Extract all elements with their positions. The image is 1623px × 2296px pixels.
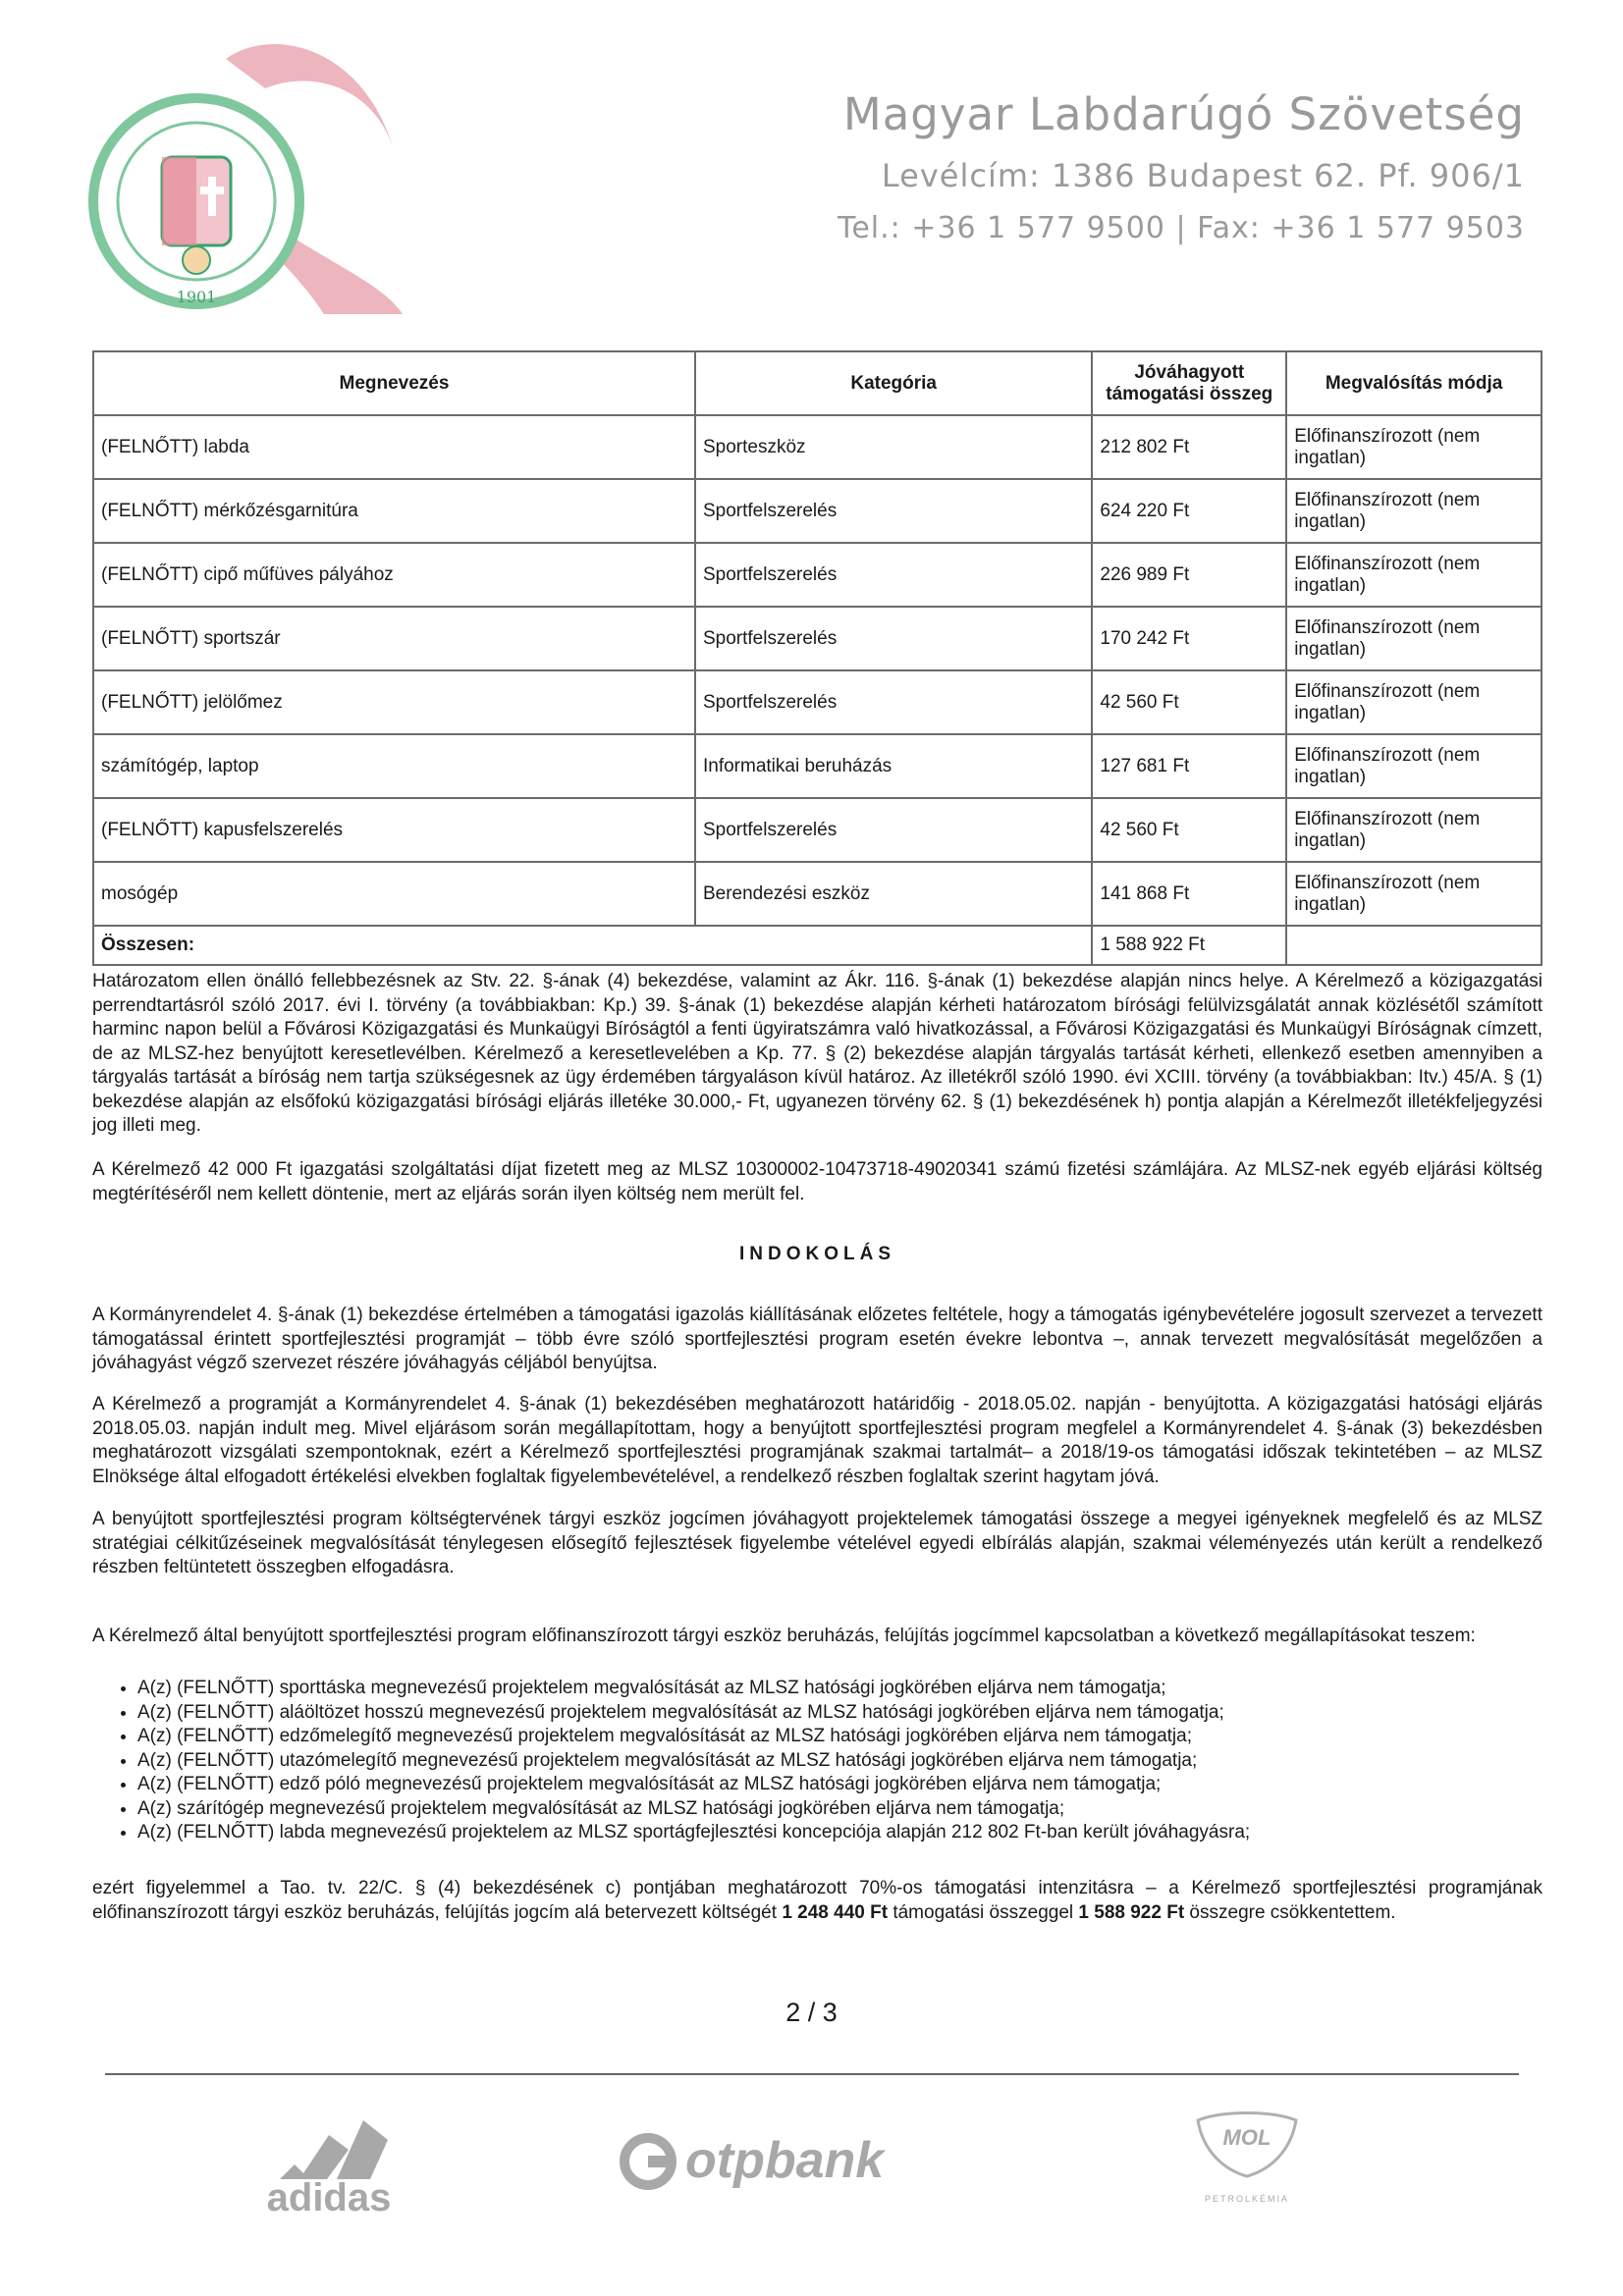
- item-name: (FELNŐTT) cipő műfüves pályához: [93, 543, 695, 607]
- organization-name: Magyar Labdarúgó Szövetség: [842, 88, 1525, 140]
- total-label: Összesen:: [93, 926, 1092, 965]
- item-amount: 127 681 Ft: [1092, 734, 1286, 798]
- item-mode: Előfinanszírozott (nem ingatlan): [1286, 670, 1542, 734]
- justification-paragraph-1: A Kormányrendelet 4. §-ának (1) bekezdése értelmében a támogatási igazolás kiállításának előzetes feltétele, hogy a támogatás igénybevételére jogosult szervezet a tervezett támogatással érintett sportfejlesztési programját – több évre szóló sportfejlesztési program esetén évekre lebontva –, annak tervezett megvalósítását megelőzően a jóváhagyást végző szervezet részére jóváhagyás céljából benyújtsa.: [92, 1305, 1542, 1373]
- item-mode: Előfinanszírozott (nem ingatlan): [1286, 607, 1542, 670]
- column-header-mode: Megvalósítás módja: [1286, 351, 1542, 415]
- item-category: Sportfelszerelés: [695, 607, 1092, 670]
- item-amount: 170 242 Ft: [1092, 607, 1286, 670]
- list-item: • A(z) (FELNŐTT) utazómelegítő megnevezésű projektelem megvalósítását az MLSZ hatósági jogkörében eljárva nem támogatja;: [137, 1749, 1588, 1774]
- item-amount: 212 802 Ft: [1092, 415, 1286, 479]
- justification-paragraph-2: A Kérelmező a programját a Kormányrendelet 4. §-ának (1) bekezdésében meghatározott határidőig - 2018.05.02. napján - benyújtotta. A közigazgatási hatósági eljárás 2018.05.03. napján indult meg. Mivel eljárásom során megállapítottam, hogy a benyújtott sportfejlesztési program megfelel a Kormányrendelet 4. §-ának (3) bekezdésben meghatározott vizsgálati szempontoknak, ezért a Kérelmező sportfejlesztési programjának szakmai tartalmát– a 2018/19-os támogatási időszak tekintetében – az MLSZ Elnöksége által elfogadott értékelési elvekben foglaltak figyelembevételével, a rendelkező részben foglaltak szerint hagytam jóvá.: [92, 1394, 1542, 1487]
- organization-phone-fax: Tel.: +36 1 577 9500 | Fax: +36 1 577 9503: [838, 211, 1525, 245]
- item-category: Sporteszköz: [695, 415, 1092, 479]
- item-mode: Előfinanszírozott (nem ingatlan): [1286, 862, 1542, 926]
- page-number: 2 / 3: [785, 1998, 838, 2027]
- mol-logo: [1183, 2106, 1311, 2209]
- item-category: Berendezési eszköz: [695, 862, 1092, 926]
- item-name: (FELNŐTT) sportszár: [93, 607, 695, 670]
- original-cost: 1 248 440 Ft: [782, 1901, 889, 1923]
- list-item: • A(z) (FELNŐTT) sporttáska megnevezésű projektelem megvalósítását az MLSZ hatósági jogkörében eljárva nem támogatja;: [137, 1677, 1588, 1701]
- list-item: • A(z) (FELNŐTT) labda megnevezésű projektelem az MLSZ sportágfejlesztési koncepciója alapján 212 802 Ft-ban került jóváhagyásra;: [137, 1821, 1588, 1845]
- item-category: Informatikai beruházás: [695, 734, 1092, 798]
- item-name: mosógép: [93, 862, 695, 926]
- table-row: [93, 415, 1542, 479]
- conclusion-text-e: összegre csökkentettem.: [1184, 1901, 1396, 1923]
- conclusion-text-a: ezért figyelemmel a Tao. tv. 22/C. § (4) bekezdésének c) pontjában meghatározott 70%-os támogatási intenzitásra – a Kérelmező sportfejlesztési programjának előfinanszírozott tárgyi eszköz beruházás, felújítás jogcím alá betervezett költségét: [92, 1878, 1542, 1923]
- item-mode: Előfinanszírozott (nem ingatlan): [1286, 734, 1542, 798]
- mol-wordmark: MOL: [1222, 2125, 1271, 2150]
- column-header-category: Kategória: [695, 351, 1092, 415]
- column-header-name: Megnevezés: [93, 351, 695, 415]
- item-name: (FELNŐTT) jelölőmez: [93, 670, 695, 734]
- findings-list: [92, 1677, 1588, 1845]
- item-amount: 141 868 Ft: [1092, 862, 1286, 926]
- conclusion-text-c: támogatási összeggel: [888, 1901, 1079, 1923]
- footer-divider: [105, 2073, 1519, 2075]
- table-header-row: [93, 351, 1542, 415]
- conclusion-paragraph: [92, 1877, 1542, 1925]
- list-item: • A(z) szárítógép megnevezésű projektelem megvalósítását az MLSZ hatósági jogkörében eljárva nem támogatja;: [137, 1797, 1588, 1822]
- item-amount: 42 560 Ft: [1092, 670, 1286, 734]
- otpbank-wordmark: otpbank: [685, 2132, 885, 2189]
- list-item: • A(z) (FELNŐTT) edzőmelegítő megnevezésű projektelem megvalósítását az MLSZ hatósági jogkörében eljárva nem támogatja;: [137, 1725, 1588, 1749]
- organization-address: Levélcím: 1386 Budapest 62. Pf. 906/1: [881, 157, 1525, 194]
- fee-paragraph: A Kérelmező 42 000 Ft igazgatási szolgáltatási díjat fizetett meg az MLSZ 10300002-10473718-49020341 számú fizetési számlájára. Az MLSZ-nek egyéb eljárási költség megtérítéséről nem kellett döntenie, mert az eljárás során ilyen költség nem merült fel.: [92, 1159, 1542, 1204]
- list-item: • A(z) (FELNŐTT) aláöltözet hosszú megnevezésű projektelem megvalósítását az MLSZ hatósági jogkörében eljárva nem támogatja;: [137, 1701, 1588, 1726]
- item-name: számítógép, laptop: [93, 734, 695, 798]
- item-name: (FELNŐTT) mérkőzésgarnitúra: [93, 479, 695, 543]
- adidas-wordmark: adidas: [266, 2176, 392, 2218]
- table-row: [93, 798, 1542, 862]
- item-amount: 226 989 Ft: [1092, 543, 1286, 607]
- item-mode: Előfinanszírozott (nem ingatlan): [1286, 798, 1542, 862]
- mol-subtitle: PETROLKÉMIA: [1204, 2194, 1290, 2204]
- mlsz-logo: [79, 29, 403, 314]
- item-name: (FELNŐTT) kapusfelszerelés: [93, 798, 695, 862]
- item-category: Sportfelszerelés: [695, 798, 1092, 862]
- approved-items-table: [92, 350, 1542, 966]
- logo-year: 1901: [176, 288, 217, 306]
- table-row: [93, 734, 1542, 798]
- item-mode: Előfinanszírozott (nem ingatlan): [1286, 415, 1542, 479]
- item-category: Sportfelszerelés: [695, 670, 1092, 734]
- total-amount: 1 588 922 Ft: [1092, 926, 1286, 965]
- item-mode: Előfinanszírozott (nem ingatlan): [1286, 479, 1542, 543]
- total-empty-cell: [1286, 926, 1542, 965]
- list-item: • A(z) (FELNŐTT) edző póló megnevezésű projektelem megvalósítását az MLSZ hatósági jogkörében eljárva nem támogatja;: [137, 1773, 1588, 1797]
- table-row: [93, 670, 1542, 734]
- item-category: Sportfelszerelés: [695, 543, 1092, 607]
- table-row: [93, 543, 1542, 607]
- section-heading: INDOKOLÁS: [739, 1244, 895, 1264]
- column-header-amount: Jóváhagyott támogatási összeg: [1092, 351, 1286, 415]
- table-row: [93, 607, 1542, 670]
- approved-amount: 1 588 922 Ft: [1078, 1901, 1185, 1923]
- adidas-logo: [250, 2110, 407, 2218]
- appeal-paragraph: Határozatom ellen önálló fellebbezésnek az Stv. 22. §-ának (4) bekezdése, valamint az Ákr. 116. §-ának (1) bekezdése alapján nincs helye. A Kérelmező a közigazgatási perrendtartásról szóló 2017. évi I. törvény (a továbbiakban: Kp.) 39. §-ának (1) bekezdése alapján kérheti határozatom bírósági felülvizsgálatát annak közlésétől számított harminc napon belül a Fővárosi Közigazgatási és Munkaügyi Bíróságtól a fenti ügyiratszámra való hivatkozással, a Fővárosi Közigazgatási és Munkaügyi Bíróságnak címzett, de az MLSZ-hez benyújtott keresetlevélben. Kérelmező a keresetlevelében a Kp. 77. § (2) bekezdése alapján tárgyalás tartását kérheti, ellenkező esetben amennyiben a tárgyalás tartását a bíróság nem tartja szükségesnek az ügy érdemében tárgyaláson kívül határoz. Az illetékről szóló 1990. évi XCIII. törvény (a továbbiakban: Itv.) 45/A. § (1) bekezdése alapján az elsőfokú közigazgatási bírósági eljárás illetéke 30.000,- Ft, ugyanezen törvény 62. § (1) bekezdésének h) pontja alapján a Kérelmezőt illetékfeljegyzési jog illeti meg.: [92, 971, 1542, 1136]
- justification-paragraph-3: A benyújtott sportfejlesztési program költségtervének tárgyi eszköz jogcímen jóváhagyott projektelemek támogatási összege a megyei igényeknek megfelelő és az MLSZ stratégiai célkitűzéseinek megvalósítását ténylegesen elősegítő fejlesztések figyelembe vételével egyedi elbírálás alapján, szakmai véleményezés után került a rendelkező részben feltüntetett összegben elfogadásra.: [92, 1509, 1542, 1577]
- table-row: [93, 479, 1542, 543]
- item-amount: 42 560 Ft: [1092, 798, 1286, 862]
- item-mode: Előfinanszírozott (nem ingatlan): [1286, 543, 1542, 607]
- table-row: [93, 862, 1542, 926]
- item-amount: 624 220 Ft: [1092, 479, 1286, 543]
- otpbank-logo: [619, 2120, 923, 2199]
- item-category: Sportfelszerelés: [695, 479, 1092, 543]
- findings-intro: A Kérelmező által benyújtott sportfejlesztési program előfinanszírozott tárgyi eszköz beruházás, felújítás jogcímmel kapcsolatban a következő megállapításokat teszem:: [92, 1626, 1476, 1646]
- table-total-row: [93, 926, 1542, 965]
- item-name: (FELNŐTT) labda: [93, 415, 695, 479]
